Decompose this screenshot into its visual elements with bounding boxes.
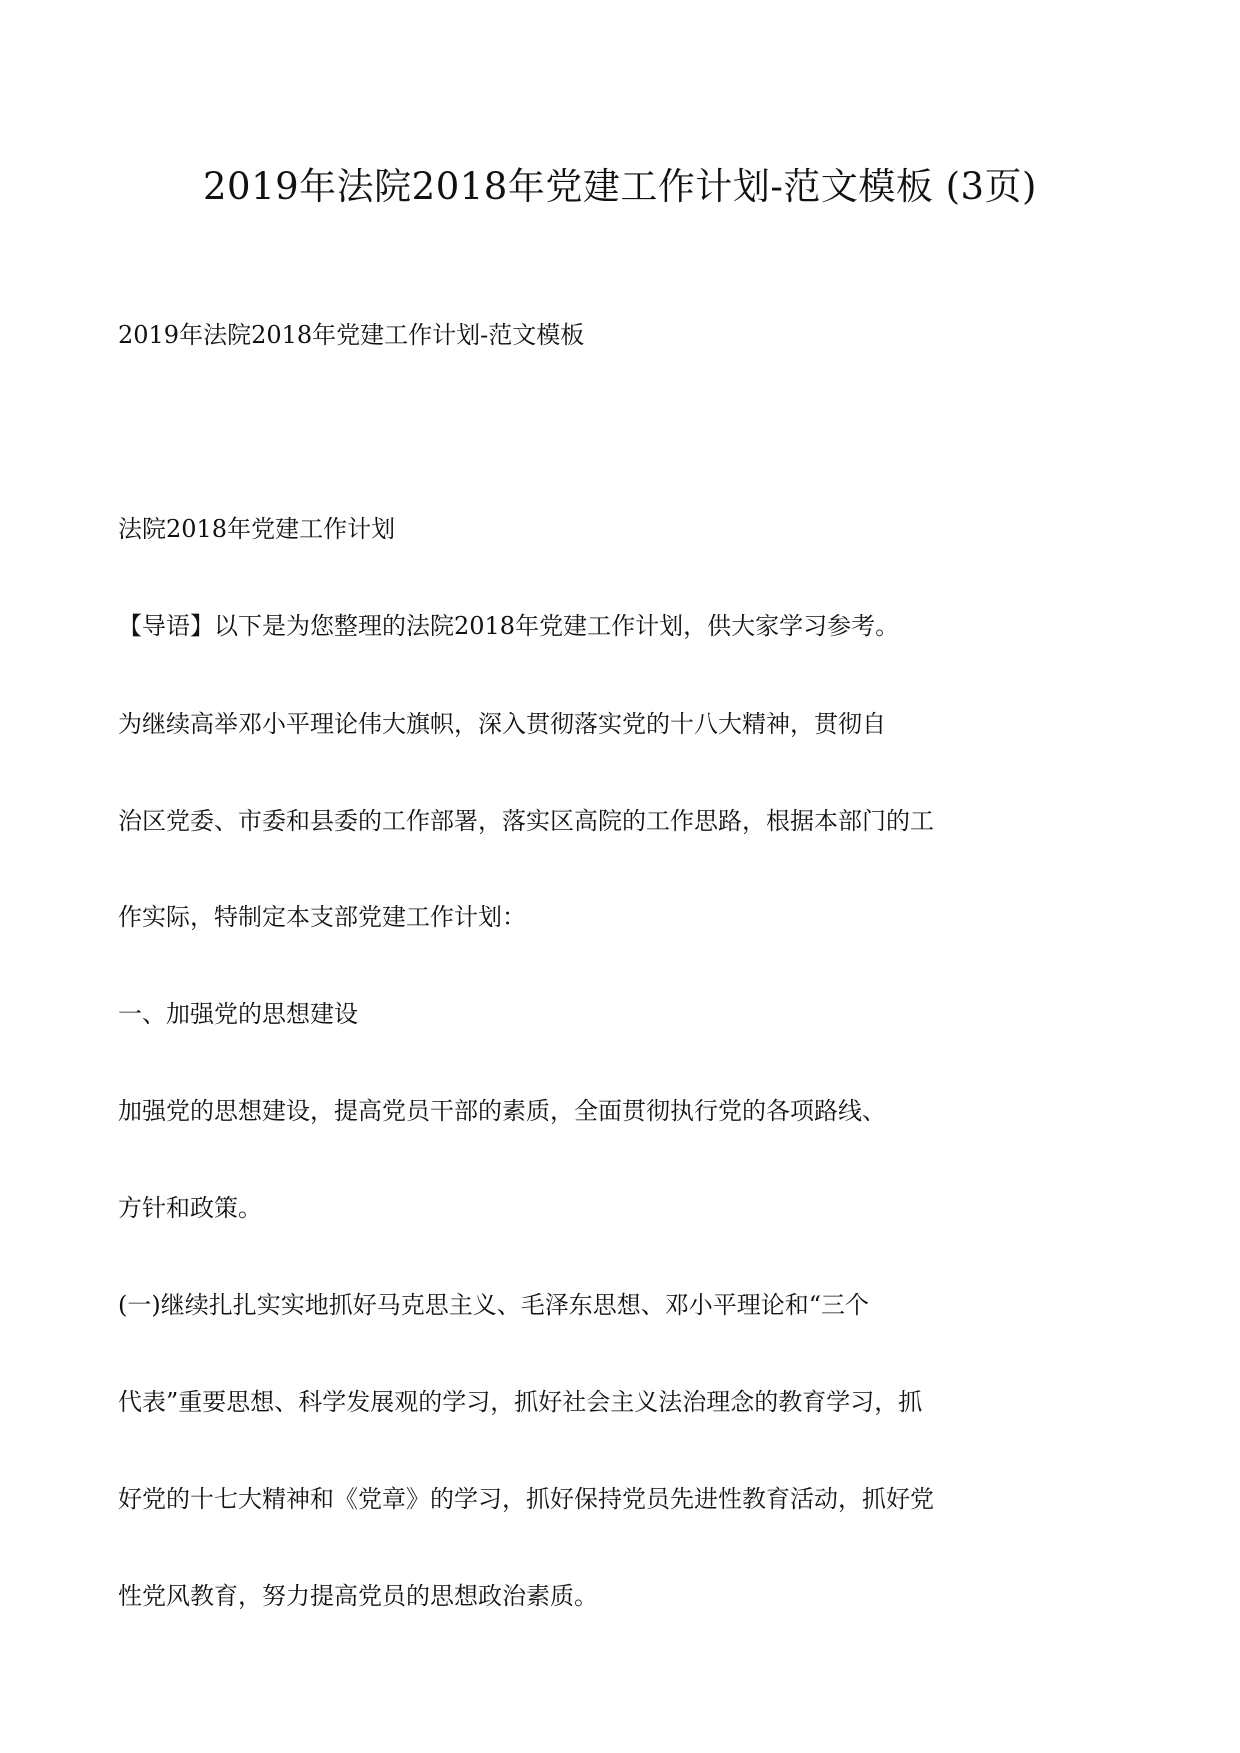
text-line: 法院2018年党建工作计划 xyxy=(118,515,396,543)
text-line: 代表”重要思想、科学发展观的学习，抓好社会主义法治理念的教育学习，抓 xyxy=(118,1388,923,1416)
text-line: 作实际，特制定本支部党建工作计划： xyxy=(118,903,526,931)
text-line: 为继续高举邓小平理论伟大旗帜，深入贯彻落实党的十八大精神，贯彻自 xyxy=(118,710,886,738)
text-line: 加强党的思想建设，提高党员干部的素质，全面贯彻执行党的各项路线、 xyxy=(118,1097,886,1125)
text-line: 好党的十七大精神和《党章》的学习，抓好保持党员先进性教育活动，抓好党 xyxy=(118,1485,934,1513)
text-line: (一)继续扎扎实实地抓好马克思主义、毛泽东思想、邓小平理论和“三个 xyxy=(118,1291,869,1319)
document-title: 2019年法院2018年党建工作计划-范文模板 (3页) xyxy=(203,165,1037,208)
text-line: 治区党委、市委和县委的工作部署，落实区高院的工作思路，根据本部门的工 xyxy=(118,807,934,835)
document-subtitle: 2019年法院2018年党建工作计划-范文模板 xyxy=(118,321,585,349)
section-heading: 一、加强党的思想建设 xyxy=(118,1000,358,1028)
text-line: 性党风教育，努力提高党员的思想政治素质。 xyxy=(118,1582,598,1610)
text-line: 【导语】以下是为您整理的法院2018年党建工作计划，供大家学习参考。 xyxy=(118,612,900,640)
text-line: 方针和政策。 xyxy=(118,1194,262,1222)
